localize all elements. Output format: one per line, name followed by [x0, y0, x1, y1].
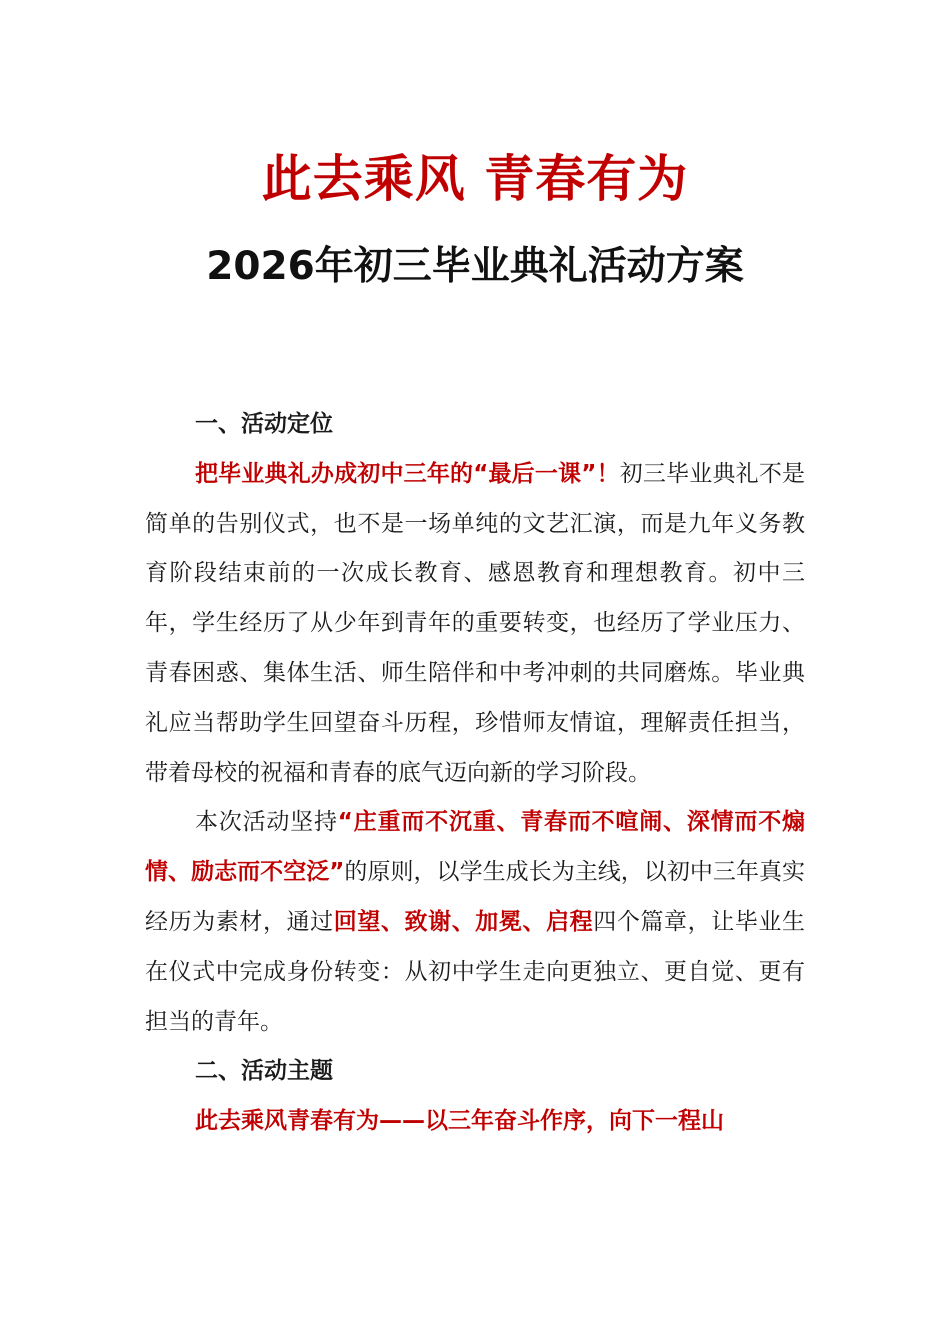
section-heading-positioning: 一、活动定位	[195, 411, 333, 437]
section-heading-theme: 二、活动主题	[195, 1058, 333, 1085]
paragraph-positioning-2	[145, 798, 805, 1047]
theme-lead: 此去乘风青春有为——以三年奋斗作序，向下一程山	[195, 1108, 724, 1135]
document-subtitle: 2026年初三毕业典礼活动方案	[206, 244, 744, 289]
paragraph-theme-1	[145, 1097, 805, 1147]
paragraph-lead: 把毕业典礼办成初中三年的“最后一课”！	[195, 460, 620, 487]
chapters-highlight: 回望、致谢、加冕、启程	[333, 908, 594, 935]
paragraph-text-a: 本次活动坚持	[195, 809, 338, 836]
paragraph-positioning-1	[145, 450, 805, 799]
document-body	[145, 400, 805, 1147]
principles-highlight: “庄重而不沉重、青春而不喧闹、深情而不煽情、励志而不空泛”	[145, 809, 806, 886]
paragraph-text: 初三毕业典礼不是简单的告别仪式，也不是一场单纯的文艺汇演，而是九年义务教育阶段结束前的一次成长教育、感恩教育和理想教育。初中三年，学生经历了从少年到青年的重要转变，也经历了学业压力、青春困惑、集体生活、师生陪伴和中考冲刺的共同磨炼。毕业典礼应当帮助学生回望奋斗历程，珍惜师友情谊，理解责任担当，带着母校的祝福和青春的底气迈向新的学习阶段。	[145, 460, 806, 786]
document-title: 此去乘风 青春有为	[261, 150, 689, 208]
paragraph-text-c: 四个篇章，让毕业生在仪式中完成身份转变：从初中学生走向更独立、更自觉、更有担当的青年。	[145, 908, 806, 1035]
paragraph-text-b: 的原则，以学生成长为主线，以初中三年真实经历为素材，通过	[145, 859, 805, 935]
